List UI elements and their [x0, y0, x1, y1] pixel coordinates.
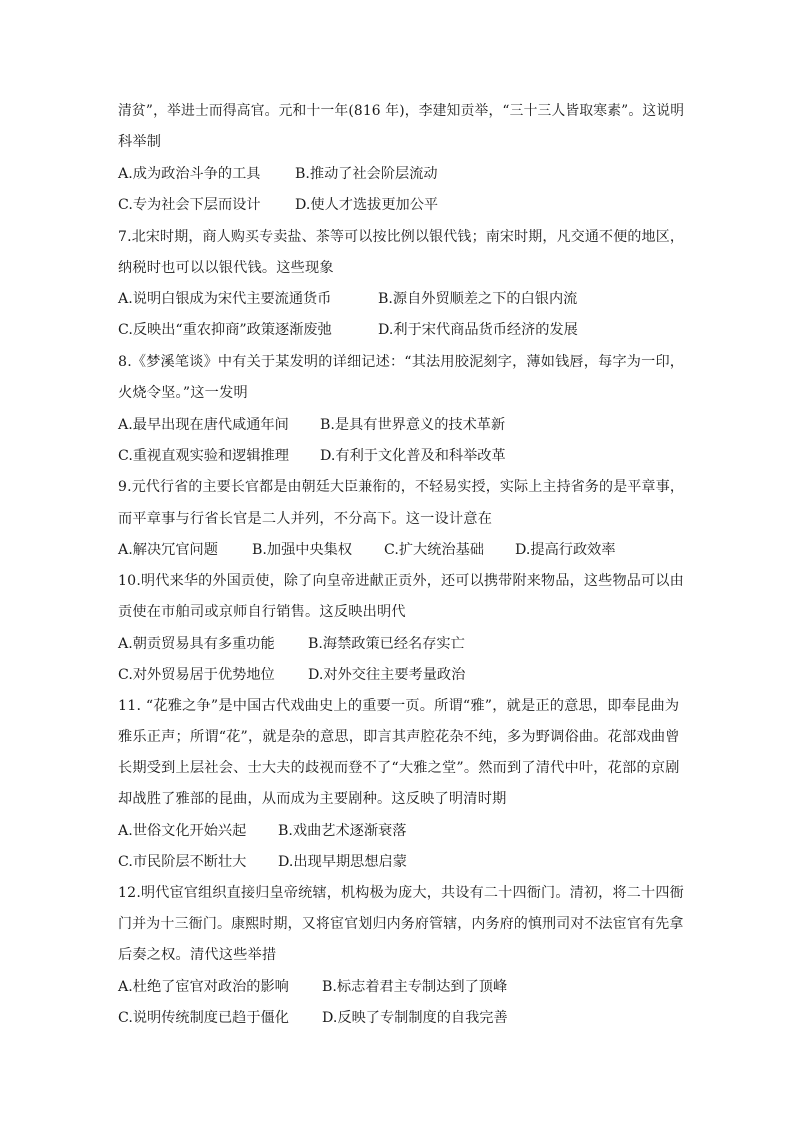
- q9-stem-line-2: 而平章事与行省长官是二人并列，不分高下。这一设计意在: [118, 511, 493, 527]
- q7-stem-line-1: 7.北宋时期，商人购买专卖盐、茶等可以按比例以银代钱；南宋时期，凡交通不便的地区，: [118, 229, 685, 245]
- q8-option-c: C.重视直观实验和逻辑推理: [118, 448, 289, 464]
- q12-option-b: B.标志着君主专制达到了顶峰: [322, 979, 508, 995]
- q12-option-c: C.说明传统制度已趋于僵化: [118, 1010, 289, 1026]
- q8-option-b: B.是具有世界意义的技术革新: [320, 417, 506, 433]
- q10-option-d: D.对外交往主要考量政治: [308, 667, 466, 683]
- q9-option-d: D.提高行政效率: [515, 542, 616, 558]
- q11-option-c: C.市民阶层不断壮大: [118, 854, 247, 870]
- q10-stem-line-1: 10.明代来华的外国贡使，除了向皇帝进献正贡外，还可以携带附来物品，这些物品可以由: [118, 573, 684, 589]
- q8-stem-line-2: 火烧令坚。”这一发明: [118, 385, 248, 401]
- q11-stem-line-3: 长期受到上层社会、士大夫的歧视而登不了“大雅之堂”。然而到了清代中叶，花部的京剧: [118, 760, 680, 776]
- q8-stem-line-1: 8.《梦溪笔谈》中有关于某发明的详细记述：“其法用胶泥刻字，薄如钱唇，每字为一印，: [118, 354, 685, 370]
- q12-stem-line-2: 门并为十三衙门。康熙时期，又将宦官划归内务府管辖，内务府的慎刑司对不法宦官有先拿: [118, 916, 684, 932]
- q11-option-a: A.世俗文化开始兴起: [118, 823, 247, 839]
- q7-stem-line-2: 纳税时也可以以银代钱。这些现象: [118, 260, 334, 276]
- q11-option-d: D.出现早期思想启蒙: [278, 854, 407, 870]
- q6-option-b: B.推动了社会阶层流动: [295, 166, 438, 182]
- q7-option-b: B.源自外贸顺差之下的白银内流: [378, 291, 578, 307]
- q9-option-b: B.加强中央集权: [252, 542, 353, 558]
- q6-stem-line-1: 清贫”，举进士而得高官。元和十一年(816 年)，李建知贡举，“三十三人皆取寒素”。这说明: [118, 103, 685, 119]
- q12-stem-line-3: 后奏之权。清代这些举措: [118, 947, 277, 963]
- q12-option-a: A.杜绝了宦官对政治的影响: [118, 979, 289, 995]
- q11-option-b: B.戏曲艺术逐渐衰落: [278, 823, 407, 839]
- q8-option-a: A.最早出现在唐代咸通年间: [118, 417, 289, 433]
- q8-option-d: D.有利于文化普及和科举改革: [320, 448, 506, 464]
- q7-option-d: D.利于宋代商品货币经济的发展: [378, 322, 578, 338]
- q7-option-a: A.说明白银成为宋代主要流通货币: [118, 291, 332, 307]
- q10-option-b: B.海禁政策已经名存实亡: [308, 636, 465, 652]
- q11-stem-line-4: 却战胜了雅部的昆曲，从而成为主要剧种。这反映了明清时期: [118, 791, 507, 807]
- q6-option-a: A.成为政治斗争的工具: [118, 166, 261, 182]
- q10-stem-line-2: 贡使在市舶司或京师自行销售。这反映出明代: [118, 604, 406, 620]
- q6-option-c: C.专为社会下层而设计: [118, 197, 261, 213]
- q10-option-c: C.对外贸易居于优势地位: [118, 667, 275, 683]
- q9-stem-line-1: 9.元代行省的主要长官都是由朝廷大臣兼衔的，不轻易实授，实际上主持省务的是平章事，: [118, 479, 685, 495]
- q6-option-d: D.使人才选拔更加公平: [295, 197, 439, 213]
- q9-option-c: C.扩大统治基础: [384, 542, 484, 558]
- q11-stem-line-1: 11. “花雅之争”是中国古代戏曲史上的重要一页。所谓“雅”，就是正的意思，即奉昆曲为: [118, 698, 680, 714]
- q11-stem-line-2: 雅乐正声；所谓“花”，就是杂的意思，即言其声腔花杂不纯，多为野调俗曲。花部戏曲曾: [118, 729, 680, 745]
- q9-option-a: A.解决冗官问题: [118, 542, 218, 558]
- q12-stem-line-1: 12.明代宦官组织直接归皇帝统辖，机构极为庞大，共设有二十四衙门。清初，将二十四衙: [118, 885, 684, 901]
- q6-stem-line-2: 科举制: [118, 134, 162, 150]
- q10-option-a: A.朝贡贸易具有多重功能: [118, 636, 275, 652]
- q7-option-c: C.反映出“重农抑商”政策逐渐废弛: [118, 322, 332, 338]
- q12-option-d: D.反映了专制制度的自我完善: [322, 1010, 508, 1026]
